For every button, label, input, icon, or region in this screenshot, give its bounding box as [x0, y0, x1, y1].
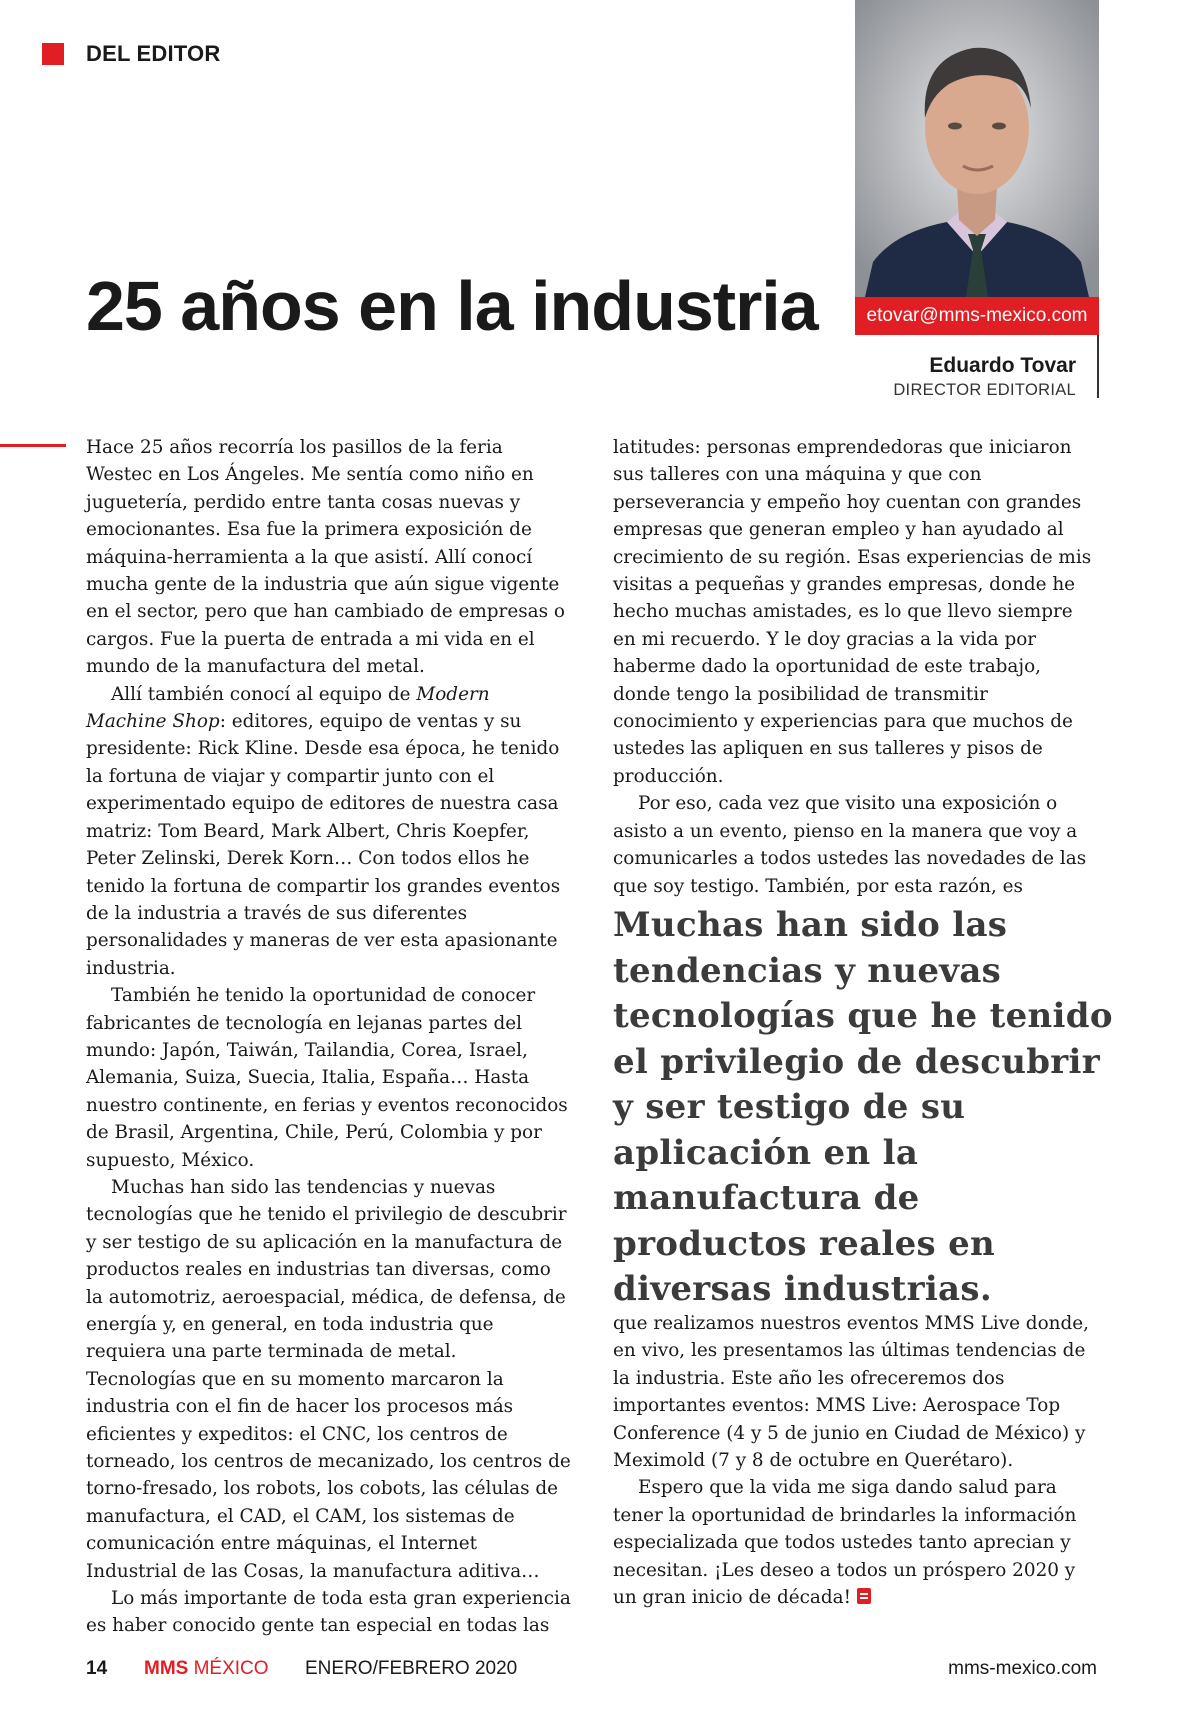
end-mark-icon [857, 1588, 871, 1604]
author-photo [855, 0, 1099, 297]
paragraph: También he tenido la oportunidad de conocer fabricantes de tecnología en lejanas partes del mundo: Japón, Taiwán, Tailandia, Corea, Israel, Alemania, Suiza, Suecia, Italia, España… Hasta nuestro continente, en ferias y eventos reconocidos de Brasil, Argentina, Chile, Perú, Colombia y por supuesto, México. [86, 985, 568, 1171]
section-label: DEL EDITOR [86, 41, 221, 66]
article-title: 25 años en la industria [86, 267, 818, 345]
paragraph: Lo más importante de toda esta gran experiencia es haber conocido gente tan especial en todas las [86, 1588, 571, 1637]
article-column-left [86, 434, 571, 1640]
article-column-right-bottom [613, 1310, 1098, 1611]
red-rule [0, 444, 66, 447]
paragraph: Por eso, cada vez que visito una exposición o asisto a un evento, pienso en la manera que voy a comunicarles a todos ustedes las novedades de las que soy testigo. También, por esta razón, es [613, 793, 1087, 897]
author-email[interactable]: etovar@mms-mexico.com [855, 297, 1099, 335]
paragraph: latitudes: personas emprendedoras que iniciaron sus talleres con una máquina y que con perseverancia y empeño hoy cuentan con grandes empresas que generan empleo y han ayudado al crecimiento de su región. Esas experiencias de mis visitas a pequeñas y grandes empresas, donde he hecho muchas amistades, es lo que llevo siempre en mi recuerdo. Y le doy gracias a la vida por haberme dado la oportunidad de este trabajo, donde tengo la posibilidad de transmitir conocimiento y experiencias para que muchos de ustedes las apliquen en sus talleres y pisos de producción. [613, 437, 1092, 787]
section-marker-icon [42, 43, 64, 65]
paragraph: Espero que la vida me siga dando salud para tener la oportunidad de brindarles la información especializada que todos ustedes tanto aprecian y necesitan. ¡Les deseo a todos un próspero 2020 y un gran inicio de década! [613, 1477, 1077, 1609]
website-link[interactable]: mms-mexico.com [948, 1658, 1097, 1679]
page-number: 14 [86, 1658, 108, 1679]
paragraph: que realizamos nuestros eventos MMS Live donde, en vivo, les presentamos las últimas tendencias de la industria. Este año les ofreceremos dos importantes eventos: MMS Live: Aerospace Top Conference (4 y 5 de junio en Ciudad de México) y Meximold (7 y 8 de octubre en Querétaro). [613, 1313, 1090, 1472]
issue-date: ENERO/FEBRERO 2020 [305, 1658, 518, 1679]
pull-quote: Muchas han sido las tendencias y nuevas tecnologías que he tenido el privilegio de descubrir y ser testigo de su aplicación en la manufactura de productos reales en diversas industrias. [613, 905, 1113, 1309]
magazine-brand: MMS MÉXICO [144, 1658, 269, 1679]
author-name: Eduardo Tovar [929, 354, 1076, 377]
paragraph: Muchas han sido las tendencias y nuevas tecnologías que he tenido el privilegio de descubrir y ser testigo de su aplicación en la manufactura de productos reales en industrias tan diversas, como la automotriz, aeroespacial, médica, de defensa, de energía y, en general, en toda industria que requiera una parte terminada de metal. Tecnologías que en su momento marcaron la industria con el fin de hacer los procesos más eficientes y expeditos: el CNC, los centros de torneado, los centros de mecanizado, los centros de torno-fresado, los robots, los cobots, las células de manufactura, el CAD, el CAM, los sistemas de comunicación entre máquinas, el Internet Industrial de las Cosas, la manufactura aditiva… [86, 1176, 571, 1582]
article-column-right-top [613, 434, 1098, 900]
publication-name: Modern Machine Shop [86, 683, 490, 733]
author-role: DIRECTOR EDITORIAL [893, 381, 1076, 399]
author-divider [1097, 335, 1099, 398]
paragraph: Hace 25 años recorría los pasillos de la feria Westec en Los Ángeles. Me sentía como niño en juguetería, perdido entre tanta cosas nuevas y emocionantes. Esa fue la primera exposición de máquina-herramienta a la que asistí. Allí conocí mucha gente de la industria que aún sigue vigente en el sector, pero que han cambiado de empresas o cargos. Fue la puerta de entrada a mi vida en el mundo de la manufactura del metal. [86, 437, 565, 678]
paragraph: Allí también conocí al equipo de Modern Machine Shop: editores, equipo de ventas y su presidente: Rick Kline. Desde esa época, he tenido la fortuna de viajar y compartir junto con el experimentado equipo de editores de nuestra casa matriz: Tom Beard, Mark Albert, Chris Koepfer, Peter Zelinski, Derek Korn… Con todos ellos he tenido la fortuna de compartir los grandes eventos de la industria a través de sus diferentes personalidades y maneras de ver esta apasionante industria. [86, 683, 561, 979]
